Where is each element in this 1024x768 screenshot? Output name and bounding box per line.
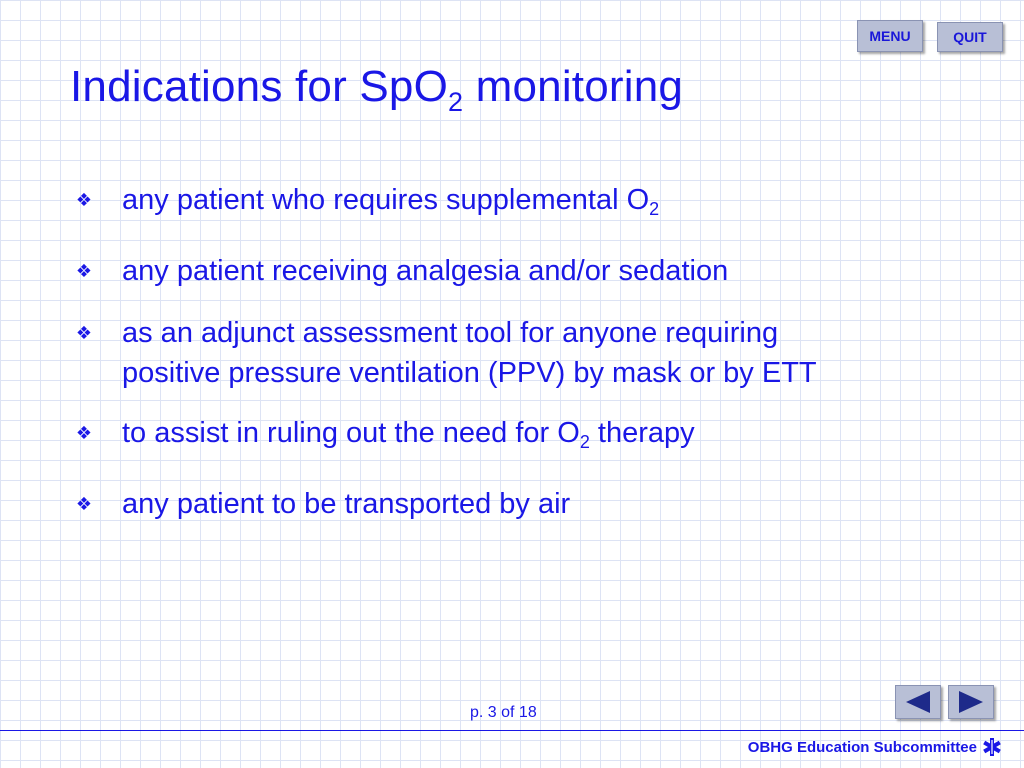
slide-title — [70, 62, 683, 118]
quit-button[interactable]: QUIT — [937, 22, 1003, 52]
slide-title-end: monitoring — [463, 62, 684, 111]
bullet-text-after: therapy — [589, 417, 695, 449]
bullet-item-2 — [72, 251, 852, 291]
bullet-text: as an adjunct assessment tool for anyone requiring positive pressure ventilation (PPV) by mask or by ETT — [122, 317, 817, 389]
bullet-item-3 — [72, 313, 852, 393]
organization-label: OBHG Education Subcommittee — [747, 738, 977, 756]
previous-slide-button[interactable] — [895, 685, 941, 719]
footer-organization — [748, 737, 1002, 757]
slide-title-subscript: 2 — [448, 87, 464, 117]
star-of-life-icon — [982, 737, 1002, 757]
slide-title-main: Indications for SpO — [70, 62, 448, 111]
bullet-subscript: 2 — [649, 199, 660, 219]
next-slide-button[interactable] — [948, 685, 994, 719]
bullet-text: any patient who requires supplemental O — [122, 184, 650, 216]
bullet-text: to assist in ruling out the need for O — [122, 417, 580, 449]
diamond-bullet-icon: ❖ — [75, 190, 93, 210]
bullet-text: any patient to be transported by air — [122, 488, 571, 520]
page-indicator: p. 3 of 18 — [470, 704, 537, 721]
bullet-subscript: 2 — [579, 432, 590, 452]
bullet-text: any patient receiving analgesia and/or sedation — [122, 255, 729, 287]
diamond-bullet-icon: ❖ — [75, 423, 93, 443]
bullet-item-5 — [72, 484, 852, 524]
left-triangle-icon — [906, 691, 930, 713]
diamond-bullet-icon: ❖ — [75, 494, 93, 514]
footer-divider — [0, 730, 1024, 731]
right-triangle-icon — [959, 691, 983, 713]
bullet-item-4 — [72, 413, 852, 462]
diamond-bullet-icon: ❖ — [75, 261, 93, 281]
bullet-item-1 — [72, 180, 852, 229]
menu-button[interactable]: MENU — [857, 20, 923, 52]
diamond-bullet-icon: ❖ — [75, 323, 93, 343]
bullet-list — [72, 180, 852, 546]
